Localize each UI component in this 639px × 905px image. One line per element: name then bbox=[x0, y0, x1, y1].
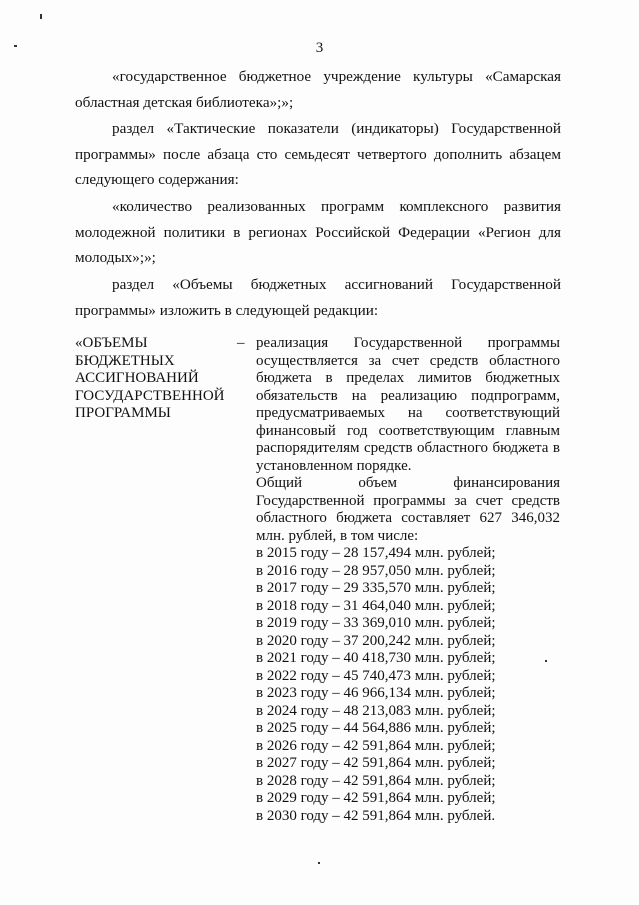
year-funding: в 2029 году – 42 591,864 млн. рублей; bbox=[256, 790, 496, 806]
paragraph-library bbox=[75, 64, 561, 115]
paragraph-text: «количество реализованных программ комплексного развития молодежной политики в регионах Российской Федерации «Регион для молодых»;»; bbox=[75, 198, 561, 266]
year-funding: в 2023 году – 46 966,134 млн. рублей; bbox=[256, 685, 496, 701]
year-funding: в 2021 году – 40 418,730 млн. рублей; bbox=[256, 650, 496, 666]
heading-line: АССИГНОВАНИЙ bbox=[75, 370, 199, 386]
budget-table-content bbox=[256, 335, 560, 825]
heading-line: ГОСУДАРСТВЕННОЙ bbox=[75, 387, 225, 404]
heading-line: БЮДЖЕТНЫХ bbox=[75, 352, 175, 369]
paragraph-indicators bbox=[75, 116, 561, 193]
paragraph-text: раздел «Тактические показатели (индикаторы) Государственной программы» после абзаца сто семьдесят четвертого дополнить абзацем следующего содержания: bbox=[75, 120, 561, 188]
funding-intro: реализация Государственной программы осуществляется за счет средств областного бюджета в пределах лимитов бюджетных обязательств на реализацию подпрограмм, предусматриваемых на соответствующий финансовый год соответствующим главным распорядителям средств областного бюджета в установленном порядке. bbox=[256, 335, 560, 474]
paragraph-text: раздел «Объемы бюджетных ассигнований Государственной программы» изложить в следующей редакции: bbox=[75, 276, 561, 319]
year-funding: в 2028 году – 42 591,864 млн. рублей; bbox=[256, 772, 496, 789]
year-funding: в 2015 году – 28 157,494 млн. рублей; bbox=[256, 545, 496, 561]
year-funding: в 2030 году – 42 591,864 млн. рублей. bbox=[256, 807, 496, 824]
year-funding: в 2018 году – 31 464,040 млн. рублей; bbox=[256, 597, 496, 614]
year-funding: в 2022 году – 45 740,473 млн. рублей; bbox=[256, 667, 496, 684]
funding-total: Общий объем финансирования Государственной программы за счет средств областного бюджета составляет 627 346,032 млн. рублей, в том числе: bbox=[256, 475, 560, 544]
scan-speck bbox=[318, 862, 320, 864]
year-funding: в 2027 году – 42 591,864 млн. рублей; bbox=[256, 755, 496, 771]
heading-line: «ОБЪЕМЫ bbox=[75, 335, 148, 351]
year-funding: в 2019 году – 33 369,010 млн. рублей; bbox=[256, 615, 496, 631]
paragraph-budget-section bbox=[75, 272, 561, 323]
year-funding: в 2016 году – 28 957,050 млн. рублей; bbox=[256, 562, 496, 579]
year-funding: в 2020 году – 37 200,242 млн. рублей; bbox=[256, 632, 496, 649]
scan-speck bbox=[40, 14, 42, 19]
heading-line: ПРОГРАММЫ bbox=[75, 405, 171, 421]
year-funding: в 2025 году – 44 564,886 млн. рублей; bbox=[256, 720, 496, 736]
paragraph-text: «государственное бюджетное учреждение культуры «Самарская областная детская библиотека»;»; bbox=[75, 68, 561, 111]
page-number: 3 bbox=[315, 40, 324, 56]
budget-table-heading bbox=[75, 335, 245, 423]
paragraph-youth-programs bbox=[75, 194, 561, 271]
year-funding: в 2024 году – 48 213,083 млн. рублей; bbox=[256, 702, 496, 719]
table-dash: – bbox=[237, 335, 245, 351]
year-funding: в 2026 году – 42 591,864 млн. рублей; bbox=[256, 737, 496, 754]
year-funding: в 2017 году – 29 335,570 млн. рублей; bbox=[256, 580, 496, 596]
